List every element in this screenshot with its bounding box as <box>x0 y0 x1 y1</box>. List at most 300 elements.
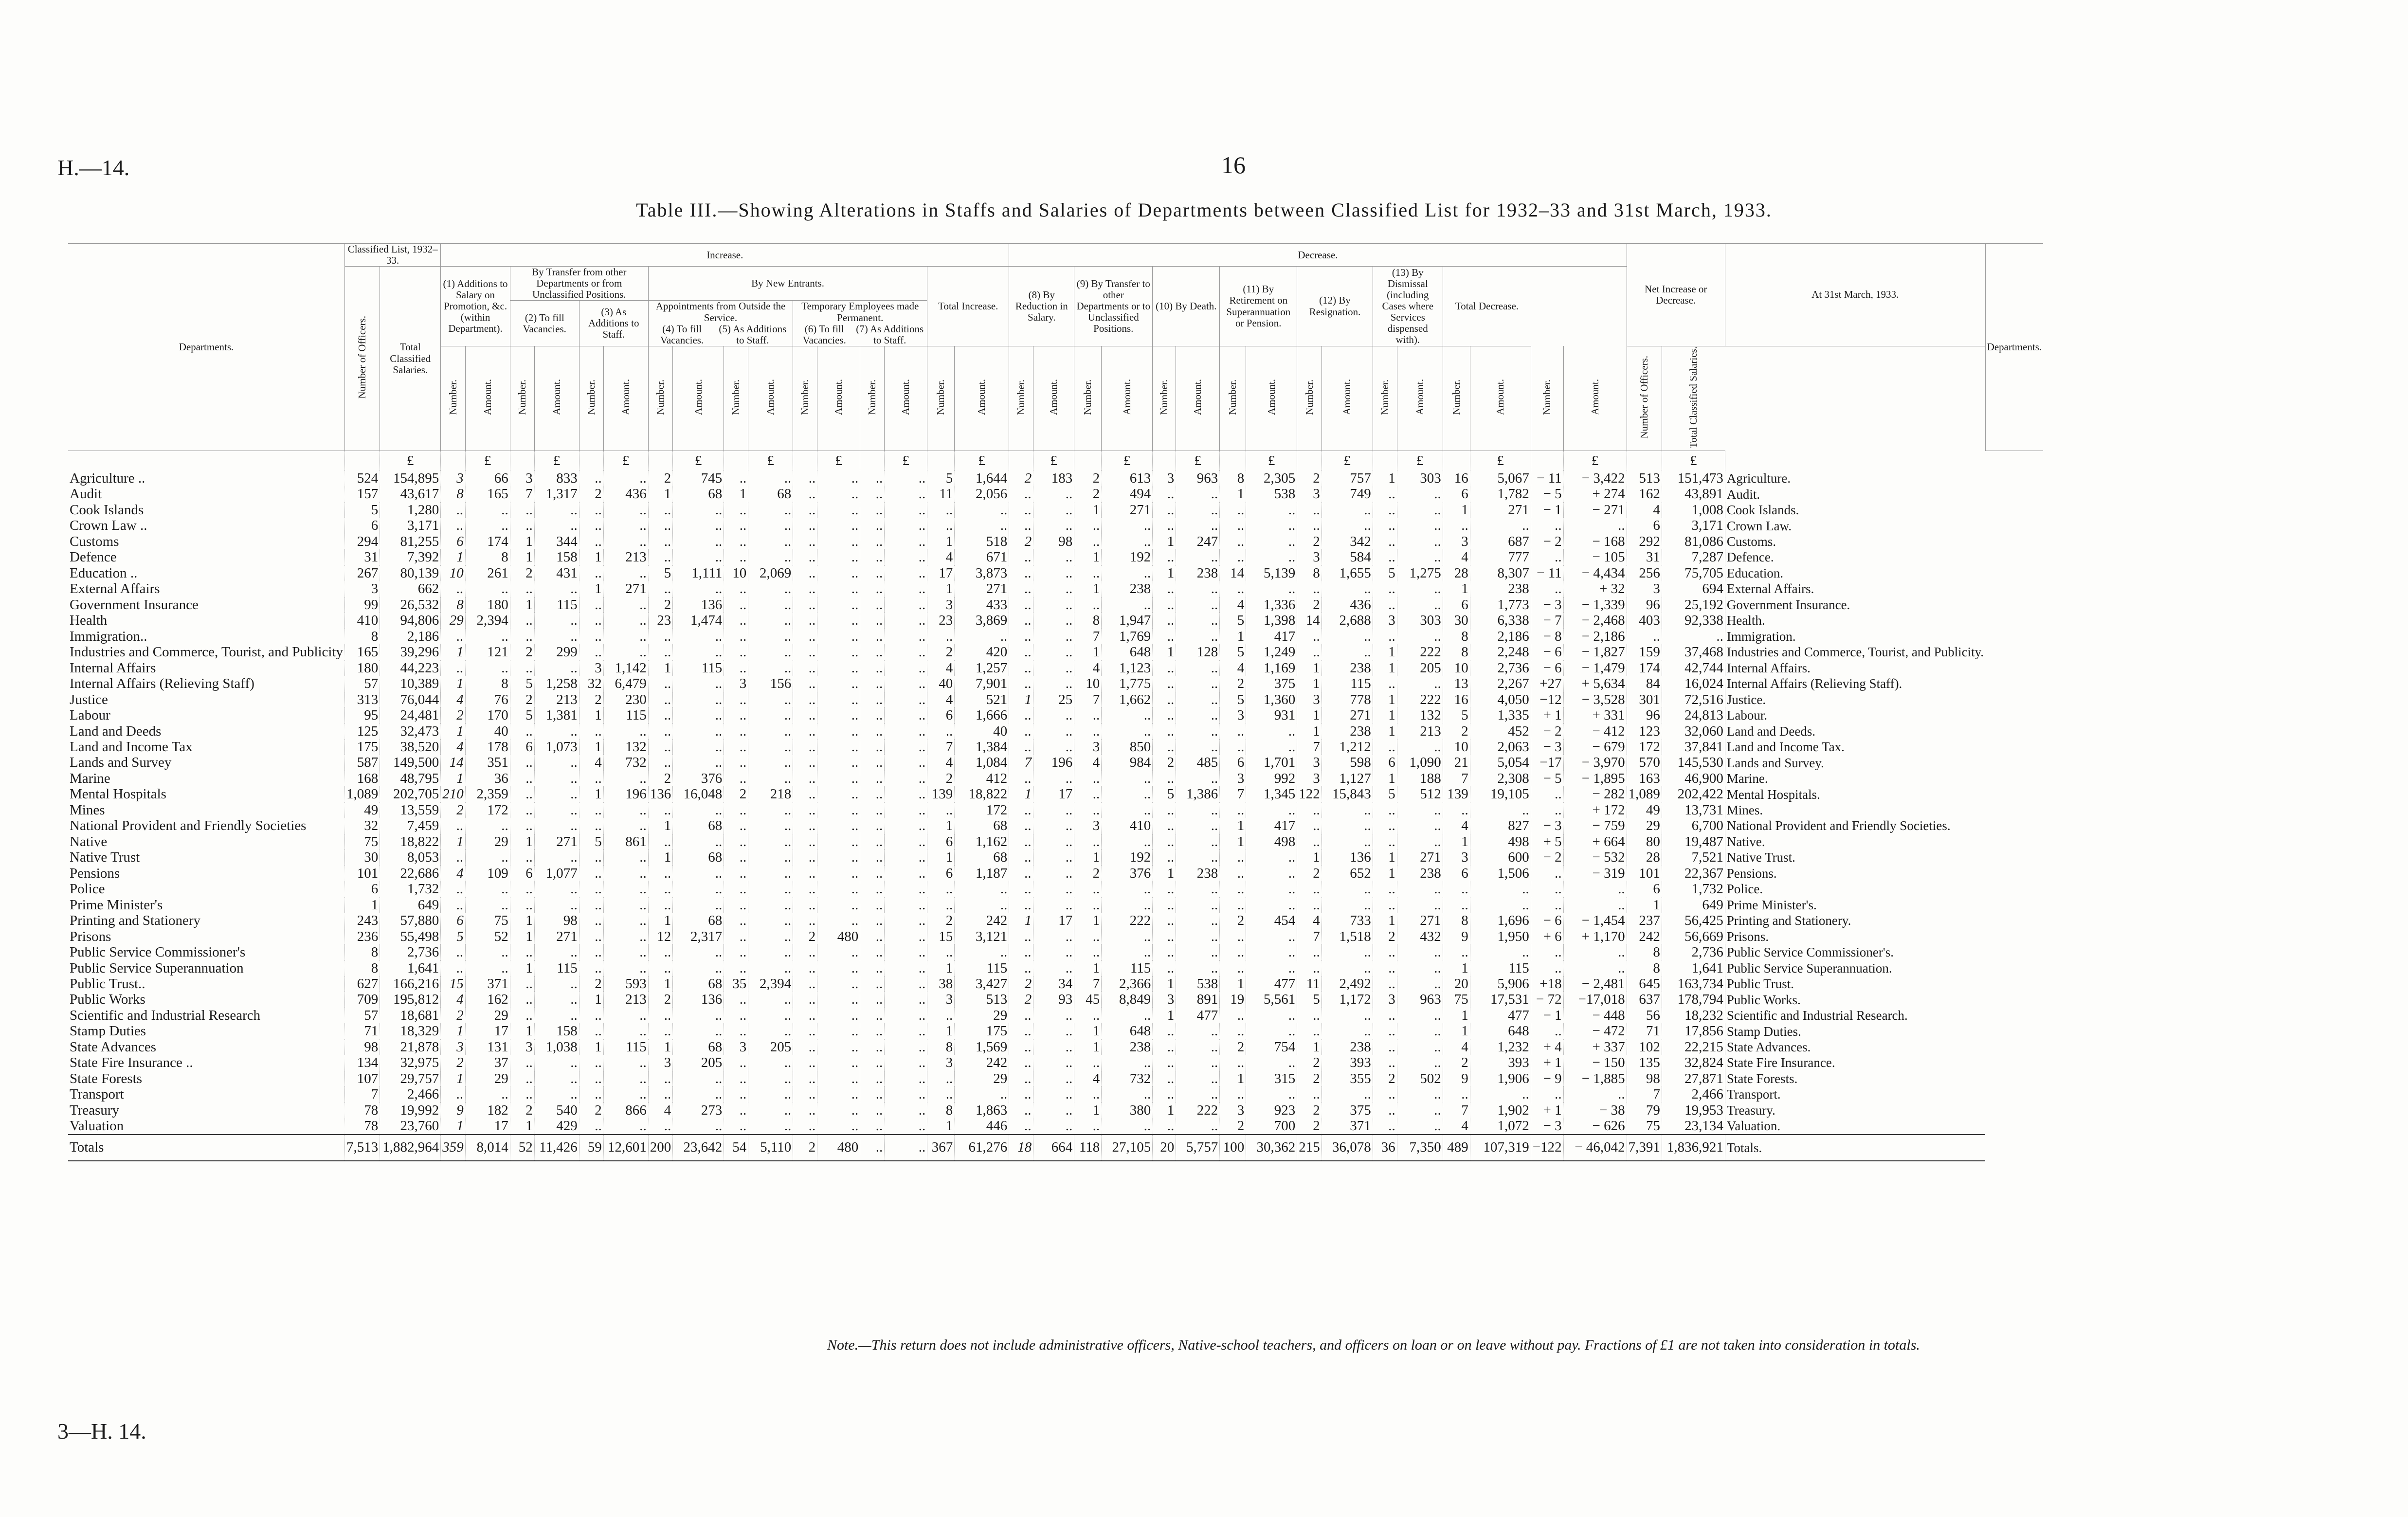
table-row <box>68 644 2043 660</box>
cell-34: + 274 <box>1563 486 1627 502</box>
cell-10: .. <box>673 834 724 849</box>
cell-22: 27,105 <box>1102 1135 1153 1161</box>
cell-1: 75 <box>345 834 380 849</box>
cell-28: 1,518 <box>1322 929 1373 944</box>
cell-17: 7 <box>927 739 955 755</box>
cell-9: .. <box>648 644 673 660</box>
cell-17: 5 <box>927 470 955 486</box>
cell-18: 242 <box>955 913 1009 928</box>
cell-13: .. <box>793 1118 817 1134</box>
cell-1: 98 <box>345 1039 380 1055</box>
table-row <box>68 470 2043 486</box>
department-name-right: Land and Deeds. <box>1725 723 1985 739</box>
cell-31: 1 <box>1443 1023 1470 1039</box>
cell-11: .. <box>724 1118 748 1134</box>
cell-24: .. <box>1176 897 1220 913</box>
cell-19: 7 <box>1009 755 1033 770</box>
cell-17: 17 <box>927 565 955 581</box>
cell-13: .. <box>793 818 817 833</box>
cell-22: 192 <box>1102 849 1153 865</box>
department-name-right: Valuation. <box>1725 1118 1985 1134</box>
cell-21: .. <box>1074 518 1102 533</box>
cell-11: .. <box>724 960 748 976</box>
cell-16: .. <box>885 866 927 881</box>
cell-2: 1,732 <box>380 881 441 897</box>
cell-1: 32 <box>345 818 380 833</box>
cell-18: 115 <box>955 960 1009 976</box>
cell-23: 1 <box>1153 1008 1176 1023</box>
cell-36: 6,700 <box>1662 818 1725 833</box>
cell-18: 1,644 <box>955 470 1009 486</box>
cell-10: 136 <box>673 992 724 1007</box>
cell-8: 230 <box>603 692 648 707</box>
cell-3: 3 <box>441 470 466 486</box>
cell-6: 1,077 <box>534 866 579 881</box>
cell-4: .. <box>465 1086 510 1102</box>
cell-8: 271 <box>603 581 648 596</box>
cell-8: .. <box>603 1008 648 1023</box>
cell-2: 18,681 <box>380 1008 441 1023</box>
cell-13: .. <box>793 786 817 802</box>
amount-subheader: Amount. <box>1176 346 1220 451</box>
cell-21: .. <box>1074 944 1102 960</box>
cell-23: .. <box>1153 960 1176 976</box>
department-name: Internal Affairs <box>70 660 156 676</box>
cell-7: 3 <box>579 660 603 676</box>
cell-27: 2 <box>1297 866 1322 881</box>
number-subheader: Number. <box>860 346 885 451</box>
cell-11: .. <box>724 644 748 660</box>
cell-7: 1 <box>579 1039 603 1055</box>
cell-5: .. <box>510 629 534 644</box>
cell-24: .. <box>1176 676 1220 691</box>
cell-26: 477 <box>1246 976 1297 992</box>
cell-24: .. <box>1176 613 1220 628</box>
cell-25: 5 <box>1220 644 1246 660</box>
amount-subheader: Amount. <box>955 346 1009 451</box>
cell-25: 3 <box>1220 771 1246 786</box>
cell-25: .. <box>1220 866 1246 881</box>
cell-22: .. <box>1102 1055 1153 1070</box>
cell-35: .. <box>1627 629 1662 644</box>
cell-28: .. <box>1322 944 1373 960</box>
cell-24: 128 <box>1176 644 1220 660</box>
cell-13: .. <box>793 1039 817 1055</box>
cell-35: 98 <box>1627 1071 1662 1086</box>
cell-11: .. <box>724 881 748 897</box>
cell-8: .. <box>603 818 648 833</box>
department-name: Internal Affairs (Relieving Staff) <box>70 676 254 692</box>
cell-34: − 1,339 <box>1563 597 1627 613</box>
table-row <box>68 518 2043 533</box>
cell-20: .. <box>1033 581 1074 596</box>
cell-21: 3 <box>1074 739 1102 755</box>
cell-27: 1 <box>1297 707 1322 723</box>
cell-25: 3 <box>1220 1102 1246 1118</box>
cell-33: − 3 <box>1531 739 1563 755</box>
table-row <box>68 866 2043 881</box>
cell-32: .. <box>1470 897 1531 913</box>
cell-24: 477 <box>1176 1008 1220 1023</box>
cell-4: 261 <box>465 565 510 581</box>
cell-32: 6,338 <box>1470 613 1531 628</box>
cell-35: 31 <box>1627 549 1662 565</box>
cell-14: .. <box>817 1039 860 1055</box>
cell-19: 1 <box>1009 913 1033 928</box>
blank-cell <box>1725 451 1985 471</box>
cell-34: − 38 <box>1563 1102 1627 1118</box>
cell-33: .. <box>1531 581 1563 596</box>
cell-24: .. <box>1176 1023 1220 1039</box>
cell-21: 4 <box>1074 755 1102 770</box>
cell-31: 7 <box>1443 1102 1470 1118</box>
cell-35: 71 <box>1627 1023 1662 1039</box>
cell-36: 13,731 <box>1662 802 1725 818</box>
cell-1: 7 <box>345 1086 380 1102</box>
amount-subheader: Amount. <box>534 346 579 451</box>
cell-3: 29 <box>441 613 466 628</box>
cell-9: .. <box>648 897 673 913</box>
cell-29: .. <box>1373 629 1397 644</box>
cell-19: .. <box>1009 723 1033 739</box>
number-subheader: Number. <box>1009 346 1033 451</box>
cell-27: .. <box>1297 1023 1322 1039</box>
cell-9: 2 <box>648 992 673 1007</box>
cell-14: .. <box>817 1055 860 1070</box>
cell-27: 2 <box>1297 534 1322 549</box>
cell-11: .. <box>724 597 748 613</box>
cell-10: 68 <box>673 913 724 928</box>
department-name-right: Police. <box>1725 881 1985 897</box>
number-subheader: Number. <box>579 346 603 451</box>
cell-18: 518 <box>955 534 1009 549</box>
cell-28: 1,212 <box>1322 739 1373 755</box>
cell-7: .. <box>579 629 603 644</box>
cell-19: .. <box>1009 849 1033 865</box>
cell-6: 115 <box>534 597 579 613</box>
cell-6: 98 <box>534 913 579 928</box>
cell-28: 238 <box>1322 723 1373 739</box>
cell-24: .. <box>1176 518 1220 533</box>
cell-29: .. <box>1373 676 1397 691</box>
cell-13: .. <box>793 771 817 786</box>
cell-20: .. <box>1033 613 1074 628</box>
cell-14: .. <box>817 960 860 976</box>
cell-4: 172 <box>465 802 510 818</box>
cell-2: 32,975 <box>380 1055 441 1070</box>
cell-18: 175 <box>955 1023 1009 1039</box>
cell-8: .. <box>603 881 648 897</box>
cell-5: 1 <box>510 534 534 549</box>
cell-12: .. <box>748 802 793 818</box>
cell-23: .. <box>1153 613 1176 628</box>
cell-32: 2,267 <box>1470 676 1531 691</box>
cell-18: 671 <box>955 549 1009 565</box>
cell-4: 162 <box>465 992 510 1007</box>
col11-header: (11) By Retirement on Superannuation or Pension. <box>1220 267 1297 346</box>
cell-25: 2 <box>1220 676 1246 691</box>
cell-23: .. <box>1153 818 1176 833</box>
cell-29: 2 <box>1373 929 1397 944</box>
cell-31: .. <box>1443 802 1470 818</box>
cell-2: 3,171 <box>380 518 441 533</box>
department-name-right: Government Insurance. <box>1725 597 1985 613</box>
cell-18: 1,384 <box>955 739 1009 755</box>
cell-13: .. <box>793 676 817 691</box>
cell-21: .. <box>1074 897 1102 913</box>
cell-33: + 1 <box>1531 1055 1563 1070</box>
cell-14: .. <box>817 976 860 992</box>
cell-17: .. <box>927 897 955 913</box>
cell-24: .. <box>1176 707 1220 723</box>
number-subheader: Number. <box>724 346 748 451</box>
cell-11: .. <box>724 1071 748 1086</box>
cell-30: 1,090 <box>1397 755 1443 770</box>
cell-28: 355 <box>1322 1071 1373 1086</box>
cell-24: .. <box>1176 739 1220 755</box>
cell-12: .. <box>748 960 793 976</box>
cell-27: .. <box>1297 1086 1322 1102</box>
cell-9: .. <box>648 692 673 707</box>
cell-9: .. <box>648 1086 673 1102</box>
cell-20: .. <box>1033 834 1074 849</box>
blank-cell <box>1220 451 1246 471</box>
cell-10: 23,642 <box>673 1135 724 1161</box>
cell-13: .. <box>793 629 817 644</box>
cell-15: .. <box>860 802 885 818</box>
cell-6: .. <box>534 613 579 628</box>
cell-10: 68 <box>673 976 724 992</box>
cell-3: 4 <box>441 692 466 707</box>
cell-19: .. <box>1009 549 1033 565</box>
cell-35: 1 <box>1627 897 1662 913</box>
cell-25: .. <box>1220 1086 1246 1102</box>
cell-19: .. <box>1009 486 1033 502</box>
cell-21: 3 <box>1074 818 1102 833</box>
cell-7: 4 <box>579 755 603 770</box>
cell-31: 4 <box>1443 549 1470 565</box>
cell-21: .. <box>1074 1118 1102 1134</box>
cell-2: 19,992 <box>380 1102 441 1118</box>
cell-20: .. <box>1033 723 1074 739</box>
cell-11: .. <box>724 1055 748 1070</box>
cell-26: 2,305 <box>1246 470 1297 486</box>
cell-21: 7 <box>1074 976 1102 992</box>
cell-1: 294 <box>345 534 380 549</box>
pound-sign: £ <box>748 451 793 471</box>
cell-31: 8 <box>1443 629 1470 644</box>
cell-3: 359 <box>441 1135 466 1161</box>
cell-18: 1,257 <box>955 660 1009 676</box>
cell-9: 136 <box>648 786 673 802</box>
cell-25: .. <box>1220 502 1246 518</box>
cell-35: 7,391 <box>1627 1135 1662 1161</box>
cell-20: .. <box>1033 486 1074 502</box>
cell-5: .. <box>510 502 534 518</box>
cell-35: 123 <box>1627 723 1662 739</box>
cell-19: .. <box>1009 960 1033 976</box>
cell-9: .. <box>648 707 673 723</box>
cell-26: 1,701 <box>1246 755 1297 770</box>
amount-subheader: Amount. <box>1102 346 1153 451</box>
cell-10: 1,111 <box>673 565 724 581</box>
cell-15: .. <box>860 1055 885 1070</box>
cell-20: 93 <box>1033 992 1074 1007</box>
cell-18: .. <box>955 944 1009 960</box>
cell-5: 52 <box>510 1135 534 1161</box>
cell-23: 20 <box>1153 1135 1176 1161</box>
cell-20: .. <box>1033 944 1074 960</box>
cell-23: 1 <box>1153 534 1176 549</box>
cell-21: 118 <box>1074 1135 1102 1161</box>
cell-20: .. <box>1033 1039 1074 1055</box>
cell-35: 96 <box>1627 707 1662 723</box>
cell-5: .. <box>510 992 534 1007</box>
cell-24: 538 <box>1176 976 1220 992</box>
table-row <box>68 597 2043 613</box>
cell-11: .. <box>724 771 748 786</box>
department-name: Pensions <box>70 865 120 881</box>
cell-1: 57 <box>345 1008 380 1023</box>
department-name: Marine <box>70 770 110 786</box>
cell-16: .. <box>885 897 927 913</box>
col8-header: (8) By Reduction in Salary. <box>1009 267 1074 346</box>
cell-14: 480 <box>817 929 860 944</box>
table-row <box>68 802 2043 818</box>
cell-25: .. <box>1220 897 1246 913</box>
cell-7: .. <box>579 1086 603 1102</box>
cell-14: .. <box>817 534 860 549</box>
cell-33: −17 <box>1531 755 1563 770</box>
cell-33: −12 <box>1531 692 1563 707</box>
cell-22: 8,849 <box>1102 992 1153 1007</box>
cell-30: .. <box>1397 1023 1443 1039</box>
cell-14: .. <box>817 597 860 613</box>
cell-6: .. <box>534 518 579 533</box>
cell-21: 1 <box>1074 1102 1102 1118</box>
cell-12: 2,394 <box>748 976 793 992</box>
col12-header: (12) By Resignation. <box>1297 267 1373 346</box>
table-row <box>68 1086 2043 1102</box>
cell-16: .. <box>885 992 927 1007</box>
cell-34: − 3,528 <box>1563 692 1627 707</box>
cell-12: .. <box>748 613 793 628</box>
cell-27: 1 <box>1297 676 1322 691</box>
col10-header: (10) By Death. <box>1153 267 1220 346</box>
cell-1: 243 <box>345 913 380 928</box>
department-name-right: Industries and Commerce, Tourist, and Publicity. <box>1725 644 1985 660</box>
cell-2: 13,559 <box>380 802 441 818</box>
cell-25: 5 <box>1220 613 1246 628</box>
cell-23: .. <box>1153 1055 1176 1070</box>
cell-4: 121 <box>465 644 510 660</box>
cell-11: .. <box>724 739 748 755</box>
cell-12: .. <box>748 1008 793 1023</box>
cell-24: .. <box>1176 881 1220 897</box>
cell-18: 40 <box>955 723 1009 739</box>
cell-31: 13 <box>1443 676 1470 691</box>
department-name-right: Justice. <box>1725 692 1985 707</box>
cell-26: .. <box>1246 739 1297 755</box>
cell-31: .. <box>1443 897 1470 913</box>
department-name-right: Prisons. <box>1725 929 1985 944</box>
cell-21: 1 <box>1074 1039 1102 1055</box>
cell-10: .. <box>673 581 724 596</box>
cell-21: 1 <box>1074 960 1102 976</box>
cell-10: .. <box>673 723 724 739</box>
cell-12: 5,110 <box>748 1135 793 1161</box>
cell-5: .. <box>510 1086 534 1102</box>
cell-19: .. <box>1009 944 1033 960</box>
cell-25: .. <box>1220 1055 1246 1070</box>
cell-8: .. <box>603 565 648 581</box>
cell-32: 1,902 <box>1470 1102 1531 1118</box>
cell-30: .. <box>1397 518 1443 533</box>
cell-29: 1 <box>1373 692 1397 707</box>
cell-33: − 9 <box>1531 1071 1563 1086</box>
cell-17: 139 <box>927 786 955 802</box>
department-name-right: Public Trust. <box>1725 976 1985 992</box>
cell-10: .. <box>673 944 724 960</box>
cell-29: .. <box>1373 534 1397 549</box>
cell-23: .. <box>1153 676 1176 691</box>
cell-26: 417 <box>1246 818 1297 833</box>
cell-3: 14 <box>441 755 466 770</box>
cell-5: 5 <box>510 707 534 723</box>
cell-17: 40 <box>927 676 955 691</box>
cell-5: 1 <box>510 929 534 944</box>
cell-33: +27 <box>1531 676 1563 691</box>
cell-15: .. <box>860 739 885 755</box>
cell-3: .. <box>441 944 466 960</box>
cell-5: 5 <box>510 676 534 691</box>
cell-34: − 46,042 <box>1563 1135 1627 1161</box>
cell-29: .. <box>1373 802 1397 818</box>
cell-13: .. <box>793 1055 817 1070</box>
cell-6: .. <box>534 992 579 1007</box>
cell-32: .. <box>1470 802 1531 818</box>
cell-13: .. <box>793 470 817 486</box>
cell-20: .. <box>1033 1071 1074 1086</box>
cell-15: .. <box>860 1071 885 1086</box>
cell-21: 1 <box>1074 581 1102 596</box>
cell-7: 1 <box>579 707 603 723</box>
cell-6: .. <box>534 771 579 786</box>
cell-21: 2 <box>1074 470 1102 486</box>
cell-14: .. <box>817 676 860 691</box>
cell-12: .. <box>748 581 793 596</box>
cell-36: 56,425 <box>1662 913 1725 928</box>
cell-25: 8 <box>1220 470 1246 486</box>
cell-5: .. <box>510 1008 534 1023</box>
pound-sign: £ <box>885 451 927 471</box>
cell-20: .. <box>1033 818 1074 833</box>
cell-12: .. <box>748 1071 793 1086</box>
cell-9: 1 <box>648 660 673 676</box>
cell-13: .. <box>793 1102 817 1118</box>
cell-14: .. <box>817 613 860 628</box>
cell-7: .. <box>579 565 603 581</box>
cell-14: .. <box>817 692 860 707</box>
cell-2: 94,806 <box>380 613 441 628</box>
cell-13: .. <box>793 597 817 613</box>
cell-17: 4 <box>927 660 955 676</box>
cell-26: 375 <box>1246 676 1297 691</box>
cell-34: − 105 <box>1563 549 1627 565</box>
cell-36: 18,232 <box>1662 1008 1725 1023</box>
cell-2: 43,617 <box>380 486 441 502</box>
number-subheader: Number. <box>510 346 534 451</box>
